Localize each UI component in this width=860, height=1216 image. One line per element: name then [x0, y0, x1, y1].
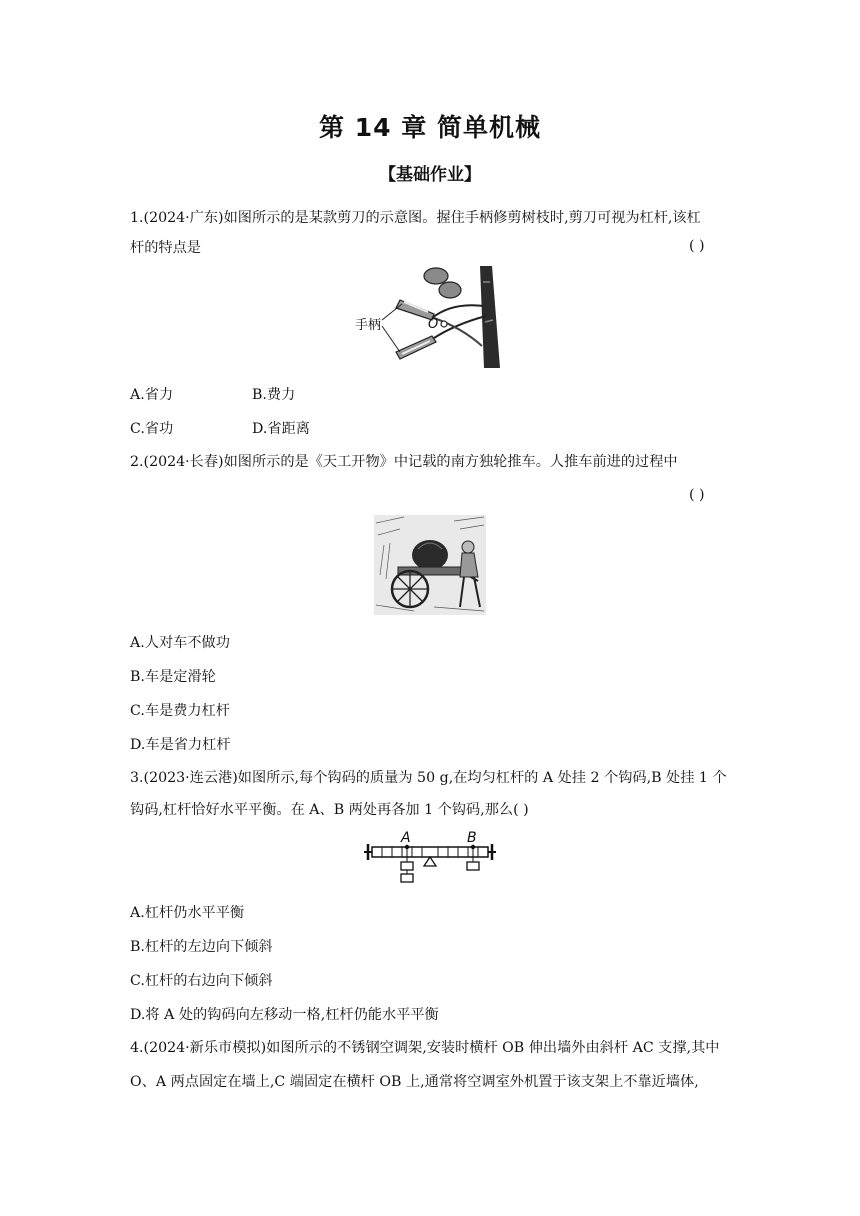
- q2-wheelbarrow-figure: [374, 515, 486, 615]
- q1-answer-bracket: ( ): [689, 238, 705, 254]
- q1-option-b[interactable]: B.费力: [252, 387, 296, 403]
- q3-lever-figure: [362, 828, 498, 888]
- q2-stem-line1: 2.(2024·长春)如图所示的是《天工开物》中记载的南方独轮推车。人推车前进的过程中: [130, 454, 678, 470]
- q3-option-d[interactable]: D.将 A 处的钩码向左移动一格,杠杆仍能水平平衡: [130, 1007, 439, 1023]
- pivot-dot: [441, 321, 447, 327]
- q2-option-c[interactable]: C.车是费力杠杆: [130, 703, 230, 719]
- q3-option-b[interactable]: B.杠杆的左边向下倾斜: [130, 939, 273, 955]
- q2-answer-bracket: ( ): [689, 487, 705, 503]
- label-b: B: [467, 830, 477, 846]
- weight-a1: [401, 862, 413, 870]
- q2-option-a[interactable]: A.人对车不做功: [130, 635, 230, 651]
- q4-stem-line2: O、A 两点固定在墙上,C 端固定在横杆 OB 上,通常将空调室外机置于该支架上不靠近墙体,: [130, 1074, 699, 1090]
- q3-stem-line2: 钩码,杠杆恰好水平平衡。在 A、B 两处再各加 1 个钩码,那么( ): [130, 802, 529, 818]
- lever-bar: [372, 847, 488, 857]
- q1-stem-line1: 1.(2024·广东)如图所示的是某款剪刀的示意图。握住手柄修剪树枝时,剪刀可视为杠杆,该杠: [130, 210, 701, 226]
- q4-stem-line1: 4.(2024·新乐市模拟)如图所示的不锈钢空调架,安装时横杆 OB 伸出墙外由斜杆 AC 支撑,其中: [130, 1040, 720, 1056]
- q1-stem-line2: 杆的特点是: [130, 240, 201, 256]
- q1-option-d[interactable]: D.省距离: [252, 421, 310, 437]
- q1-option-a[interactable]: A.省力: [130, 387, 174, 403]
- pivot-label: O: [428, 317, 439, 332]
- q2-option-b[interactable]: B.车是定滑轮: [130, 669, 216, 685]
- weight-a2: [401, 874, 413, 882]
- label-a: A: [401, 830, 411, 846]
- section-heading: 【基础作业】: [379, 165, 481, 185]
- q3-option-a[interactable]: A.杠杆仍水平平衡: [130, 905, 245, 921]
- page-title: 第 14 章 简单机械: [319, 113, 541, 142]
- q3-option-c[interactable]: C.杠杆的右边向下倾斜: [130, 973, 273, 989]
- q1-option-c[interactable]: C.省功: [130, 421, 174, 437]
- fulcrum: [424, 857, 436, 866]
- weight-b1: [467, 862, 479, 870]
- q1-scissors-figure: [352, 262, 507, 370]
- q3-stem-line1: 3.(2023·连云港)如图所示,每个钩码的质量为 50 g,在均匀杠杆的 A 处挂 2 个钩码,B 处挂 1 个: [130, 770, 727, 786]
- q2-option-d[interactable]: D.车是省力杠杆: [130, 737, 231, 753]
- lower-handle: [396, 336, 436, 359]
- handle-label: 手柄: [355, 318, 382, 333]
